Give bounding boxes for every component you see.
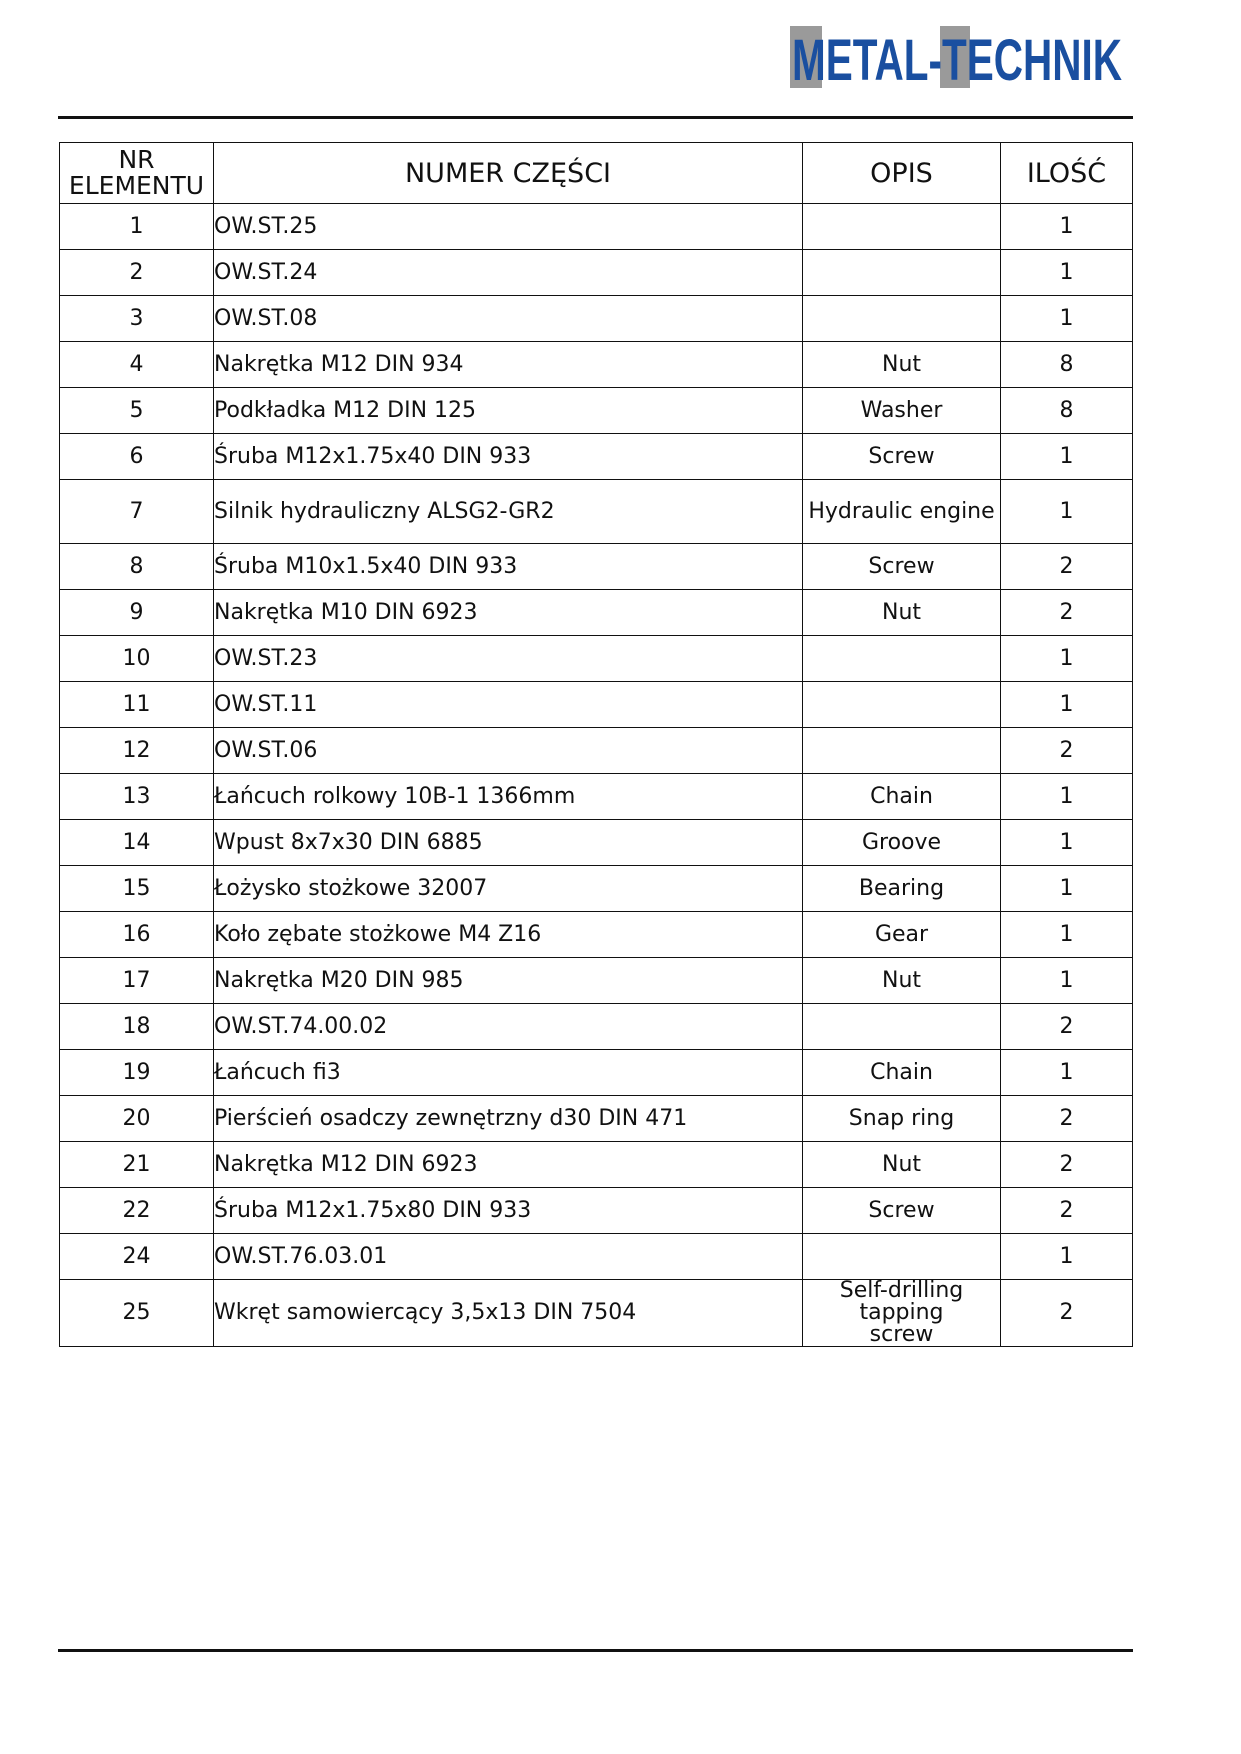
logo-text: METAL-TECHNIK <box>792 28 1123 93</box>
row-nr: 1 <box>60 204 214 250</box>
row-description <box>803 204 1001 250</box>
row-nr: 18 <box>60 1004 214 1050</box>
table-row <box>60 342 1133 388</box>
row-quantity: 2 <box>1001 1142 1133 1188</box>
row-part-number: OW.ST.08 <box>214 296 803 342</box>
row-nr: 9 <box>60 590 214 636</box>
row-quantity: 1 <box>1001 1050 1133 1096</box>
table-row <box>60 1004 1133 1050</box>
table-row <box>60 912 1133 958</box>
row-part-number: Nakrętka M12 DIN 934 <box>214 342 803 388</box>
table-row <box>60 682 1133 728</box>
row-part-number: Wpust 8x7x30 DIN 6885 <box>214 820 803 866</box>
row-description: Hydraulic engine <box>803 480 1001 544</box>
row-quantity: 1 <box>1001 296 1133 342</box>
row-description: Nut <box>803 590 1001 636</box>
table-row <box>60 434 1133 480</box>
row-quantity: 8 <box>1001 388 1133 434</box>
table-row <box>60 1280 1133 1347</box>
row-part-number: Śruba M10x1.5x40 DIN 933 <box>214 544 803 590</box>
row-part-number: Silnik hydrauliczny ALSG2-GR2 <box>214 480 803 544</box>
row-nr: 13 <box>60 774 214 820</box>
row-nr: 16 <box>60 912 214 958</box>
row-description: Nut <box>803 1142 1001 1188</box>
header-rule <box>58 116 1133 119</box>
row-part-number: OW.ST.11 <box>214 682 803 728</box>
row-description: Chain <box>803 1050 1001 1096</box>
row-description <box>803 728 1001 774</box>
row-nr: 7 <box>60 480 214 544</box>
row-quantity: 1 <box>1001 480 1133 544</box>
table-row <box>60 1188 1133 1234</box>
row-quantity: 1 <box>1001 958 1133 1004</box>
row-part-number: OW.ST.76.03.01 <box>214 1234 803 1280</box>
row-part-number: Wkręt samowiercący 3,5x13 DIN 7504 <box>214 1280 803 1347</box>
table-row <box>60 820 1133 866</box>
table-row <box>60 866 1133 912</box>
row-description <box>803 682 1001 728</box>
row-description: Nut <box>803 958 1001 1004</box>
row-quantity: 2 <box>1001 1188 1133 1234</box>
row-nr: 14 <box>60 820 214 866</box>
table-row <box>60 1142 1133 1188</box>
row-nr: 6 <box>60 434 214 480</box>
row-nr: 5 <box>60 388 214 434</box>
row-part-number: Łożysko stożkowe 32007 <box>214 866 803 912</box>
row-quantity: 1 <box>1001 250 1133 296</box>
table-row <box>60 1096 1133 1142</box>
row-nr: 21 <box>60 1142 214 1188</box>
footer-rule <box>58 1649 1133 1652</box>
row-nr: 24 <box>60 1234 214 1280</box>
table-row <box>60 544 1133 590</box>
row-description <box>803 1004 1001 1050</box>
row-description <box>803 296 1001 342</box>
row-description: Screw <box>803 1188 1001 1234</box>
row-description: Screw <box>803 544 1001 590</box>
row-part-number: OW.ST.74.00.02 <box>214 1004 803 1050</box>
row-part-number: Nakrętka M20 DIN 985 <box>214 958 803 1004</box>
row-description: Nut <box>803 342 1001 388</box>
row-nr: 17 <box>60 958 214 1004</box>
table-row <box>60 388 1133 434</box>
table-header-row <box>60 143 1133 204</box>
row-description <box>803 250 1001 296</box>
row-quantity: 2 <box>1001 728 1133 774</box>
row-description: Groove <box>803 820 1001 866</box>
row-part-number: Nakrętka M10 DIN 6923 <box>214 590 803 636</box>
row-nr: 10 <box>60 636 214 682</box>
row-quantity: 1 <box>1001 1234 1133 1280</box>
row-nr: 22 <box>60 1188 214 1234</box>
row-nr: 25 <box>60 1280 214 1347</box>
table-row <box>60 958 1133 1004</box>
row-nr: 2 <box>60 250 214 296</box>
row-quantity: 1 <box>1001 434 1133 480</box>
row-quantity: 1 <box>1001 682 1133 728</box>
row-description <box>803 1234 1001 1280</box>
row-nr: 15 <box>60 866 214 912</box>
row-part-number: OW.ST.06 <box>214 728 803 774</box>
table-row <box>60 1234 1133 1280</box>
row-description <box>803 636 1001 682</box>
row-quantity: 2 <box>1001 1096 1133 1142</box>
row-quantity: 1 <box>1001 774 1133 820</box>
table-row <box>60 480 1133 544</box>
row-quantity: 1 <box>1001 636 1133 682</box>
row-description: Bearing <box>803 866 1001 912</box>
table-row <box>60 728 1133 774</box>
row-description: Gear <box>803 912 1001 958</box>
row-nr: 4 <box>60 342 214 388</box>
header-description: OPIS <box>803 143 1001 204</box>
row-part-number: Łańcuch fi3 <box>214 1050 803 1096</box>
row-description: Screw <box>803 434 1001 480</box>
parts-table <box>59 142 1133 1347</box>
row-quantity: 2 <box>1001 590 1133 636</box>
table-row <box>60 774 1133 820</box>
row-part-number: OW.ST.25 <box>214 204 803 250</box>
table-row <box>60 204 1133 250</box>
table-row <box>60 636 1133 682</box>
row-quantity: 2 <box>1001 1280 1133 1347</box>
row-part-number: OW.ST.24 <box>214 250 803 296</box>
row-description: Snap ring <box>803 1096 1001 1142</box>
row-part-number: Koło zębate stożkowe M4 Z16 <box>214 912 803 958</box>
table-row <box>60 1050 1133 1096</box>
row-description: Chain <box>803 774 1001 820</box>
row-quantity: 1 <box>1001 912 1133 958</box>
row-part-number: Nakrętka M12 DIN 6923 <box>214 1142 803 1188</box>
table-row <box>60 296 1133 342</box>
header-part-number: NUMER CZĘŚCI <box>214 143 803 204</box>
row-quantity: 2 <box>1001 544 1133 590</box>
company-logo <box>790 22 1122 92</box>
row-nr: 3 <box>60 296 214 342</box>
row-nr: 19 <box>60 1050 214 1096</box>
row-quantity: 8 <box>1001 342 1133 388</box>
header-nr: NR ELEMENTU <box>60 143 214 204</box>
row-nr: 11 <box>60 682 214 728</box>
row-part-number: Śruba M12x1.75x40 DIN 933 <box>214 434 803 480</box>
table-row <box>60 590 1133 636</box>
row-nr: 20 <box>60 1096 214 1142</box>
row-description: Washer <box>803 388 1001 434</box>
row-nr: 12 <box>60 728 214 774</box>
row-part-number: Podkładka M12 DIN 125 <box>214 388 803 434</box>
row-part-number: Śruba M12x1.75x80 DIN 933 <box>214 1188 803 1234</box>
row-description: Self-drilling tapping screw <box>803 1280 1001 1347</box>
row-part-number: OW.ST.23 <box>214 636 803 682</box>
row-quantity: 1 <box>1001 204 1133 250</box>
header-quantity: ILOŚĆ <box>1001 143 1133 204</box>
row-quantity: 2 <box>1001 1004 1133 1050</box>
table-row <box>60 250 1133 296</box>
row-quantity: 1 <box>1001 866 1133 912</box>
row-part-number: Pierścień osadczy zewnętrzny d30 DIN 471 <box>214 1096 803 1142</box>
row-part-number: Łańcuch rolkowy 10B-1 1366mm <box>214 774 803 820</box>
row-nr: 8 <box>60 544 214 590</box>
row-quantity: 1 <box>1001 820 1133 866</box>
